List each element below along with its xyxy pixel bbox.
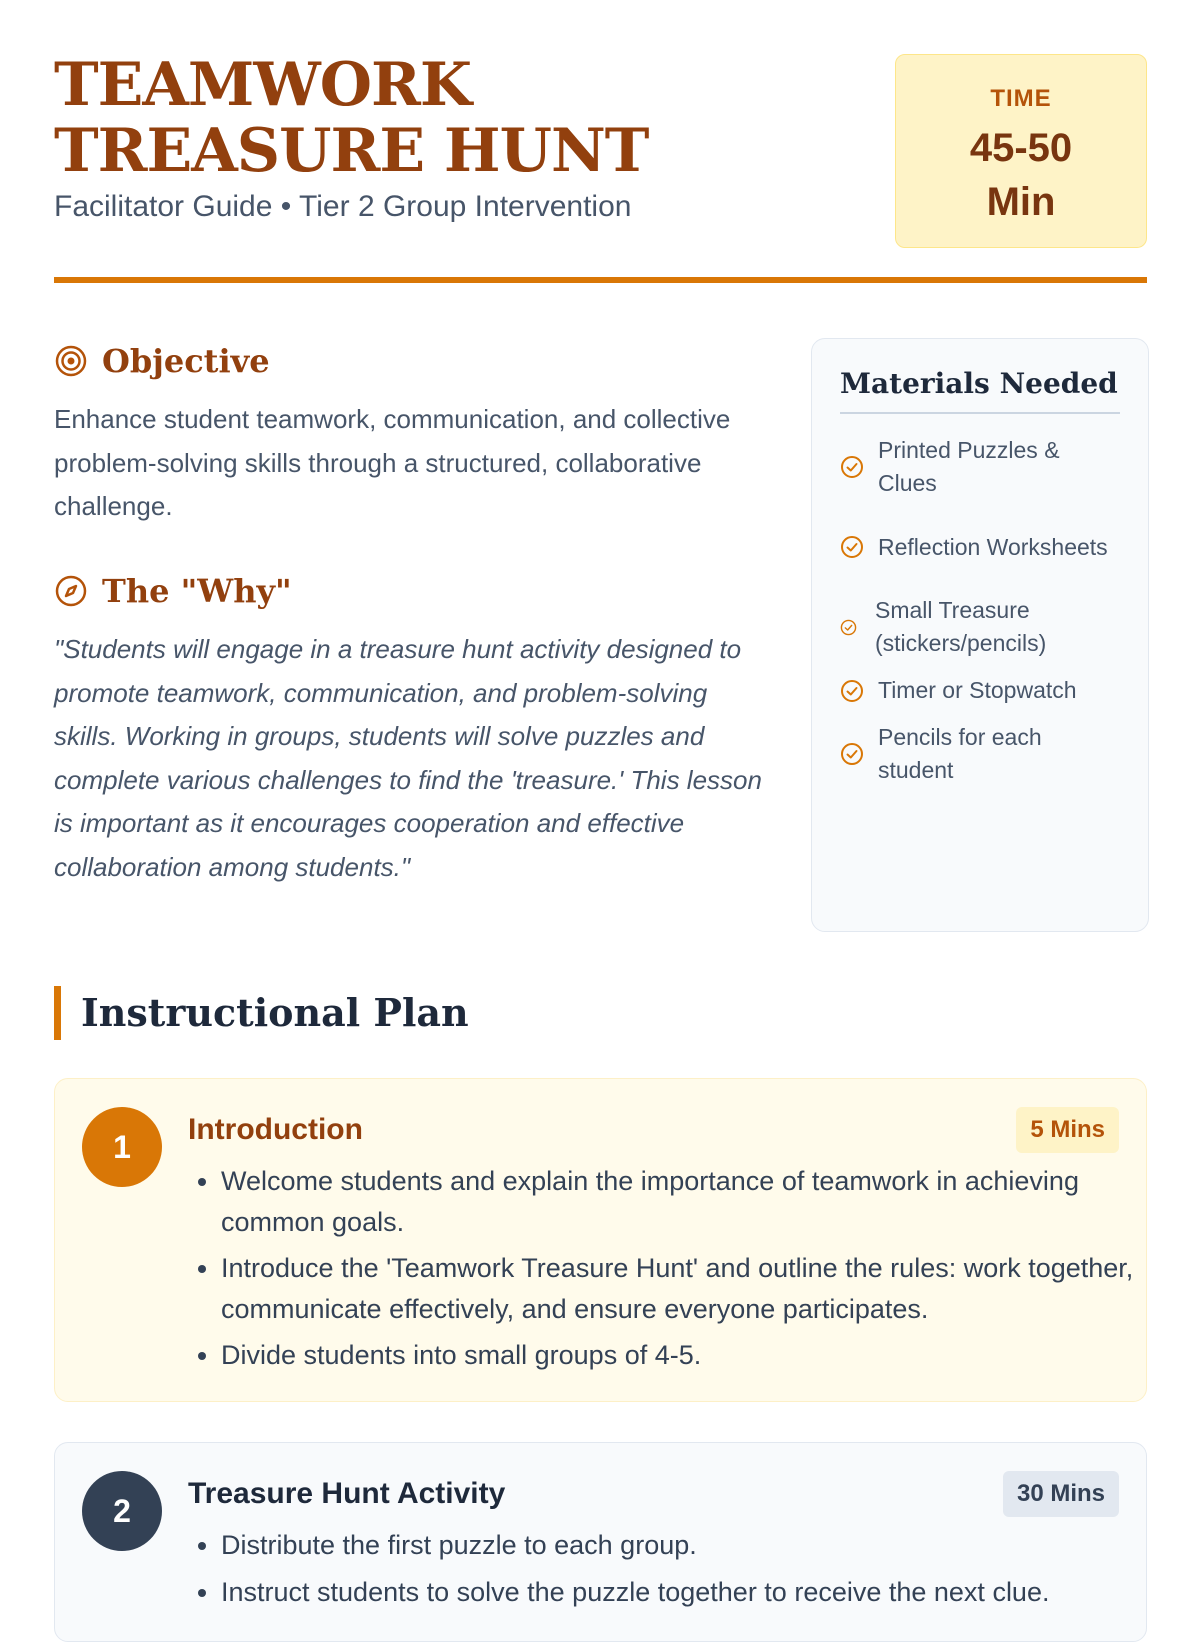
- material-item: [840, 674, 1120, 707]
- materials-heading: Materials Needed: [840, 367, 1120, 414]
- duration-badge: 5 Mins: [1016, 1107, 1119, 1153]
- check-circle-icon: [840, 455, 864, 479]
- material-label: Reflection Worksheets: [878, 533, 1108, 560]
- plan-step: [54, 1078, 1147, 1402]
- time-label: TIME: [990, 85, 1052, 112]
- why-heading-text: The "Why": [102, 572, 292, 610]
- step-bullet: • Introduce the 'Teamwork Treasure Hunt' and outline the rules: work together, communicate effectively, and ensure everyone participates.: [221, 1248, 1141, 1329]
- why-text: "Students will engage in a treasure hunt activity designed to promote teamwork, communication, and problem-solving skills. Working in groups, students will solve puzzles and complete various challenges to find the 'treasure.' This lesson is important as it encourages cooperation and effective collaboration among students.": [54, 634, 762, 882]
- time-value: [896, 121, 1146, 229]
- header-divider: [54, 277, 1147, 283]
- material-label: Timer or Stopwatch: [878, 677, 1077, 703]
- page-title: TEAMWORK TREASURE HUNT: [54, 50, 649, 186]
- check-circle-icon: [840, 742, 864, 766]
- material-item: [840, 594, 1120, 660]
- materials-card: [811, 338, 1149, 932]
- step-bullets: [188, 1161, 1141, 1382]
- step-title: Treasure Hunt Activity: [188, 1477, 506, 1510]
- step-number-badge: 1: [82, 1107, 162, 1187]
- step-bullet: • Instruct students to solve the puzzle together to receive the next clue.: [221, 1572, 1200, 1613]
- material-label: Printed Puzzles & Clues: [878, 437, 1060, 496]
- target-icon: [54, 344, 88, 378]
- plan-step: [54, 1442, 1147, 1642]
- material-item: [840, 514, 1120, 580]
- objective-heading: [54, 342, 270, 380]
- compass-icon: [54, 574, 88, 608]
- page-subtitle: Facilitator Guide • Tier 2 Group Intervention: [54, 190, 632, 223]
- step-bullets: [188, 1525, 1200, 1618]
- step-bullet: • Divide students into small groups of 4-5.: [221, 1335, 1141, 1376]
- check-circle-icon: [840, 619, 857, 636]
- check-circle-icon: [840, 679, 864, 703]
- materials-list: [840, 434, 1120, 787]
- step-bullet: • Welcome students and explain the importance of teamwork in achieving common goals.: [221, 1161, 1141, 1242]
- time-unit: Min: [986, 180, 1056, 224]
- material-label: Small Treasure (stickers/pencils): [875, 597, 1047, 656]
- objective-heading-text: Objective: [102, 342, 270, 380]
- step-title: Introduction: [188, 1113, 363, 1146]
- duration-badge: 30 Mins: [1003, 1471, 1119, 1517]
- objective-text: Enhance student teamwork, communication, and collective problem-solving skills through a structured, collaborative challenge.: [54, 404, 731, 521]
- plan-heading: Instructional Plan: [54, 986, 469, 1040]
- material-item: [840, 721, 1120, 787]
- time-range: 45-50: [969, 126, 1073, 170]
- check-circle-icon: [840, 535, 864, 559]
- step-bullet: • Distribute the first puzzle to each group.: [221, 1525, 1200, 1566]
- material-item: [840, 434, 1120, 500]
- why-heading: [54, 572, 292, 610]
- step-number-badge: 2: [82, 1471, 162, 1551]
- material-label: Pencils for each student: [878, 724, 1042, 783]
- time-card: [895, 54, 1147, 248]
